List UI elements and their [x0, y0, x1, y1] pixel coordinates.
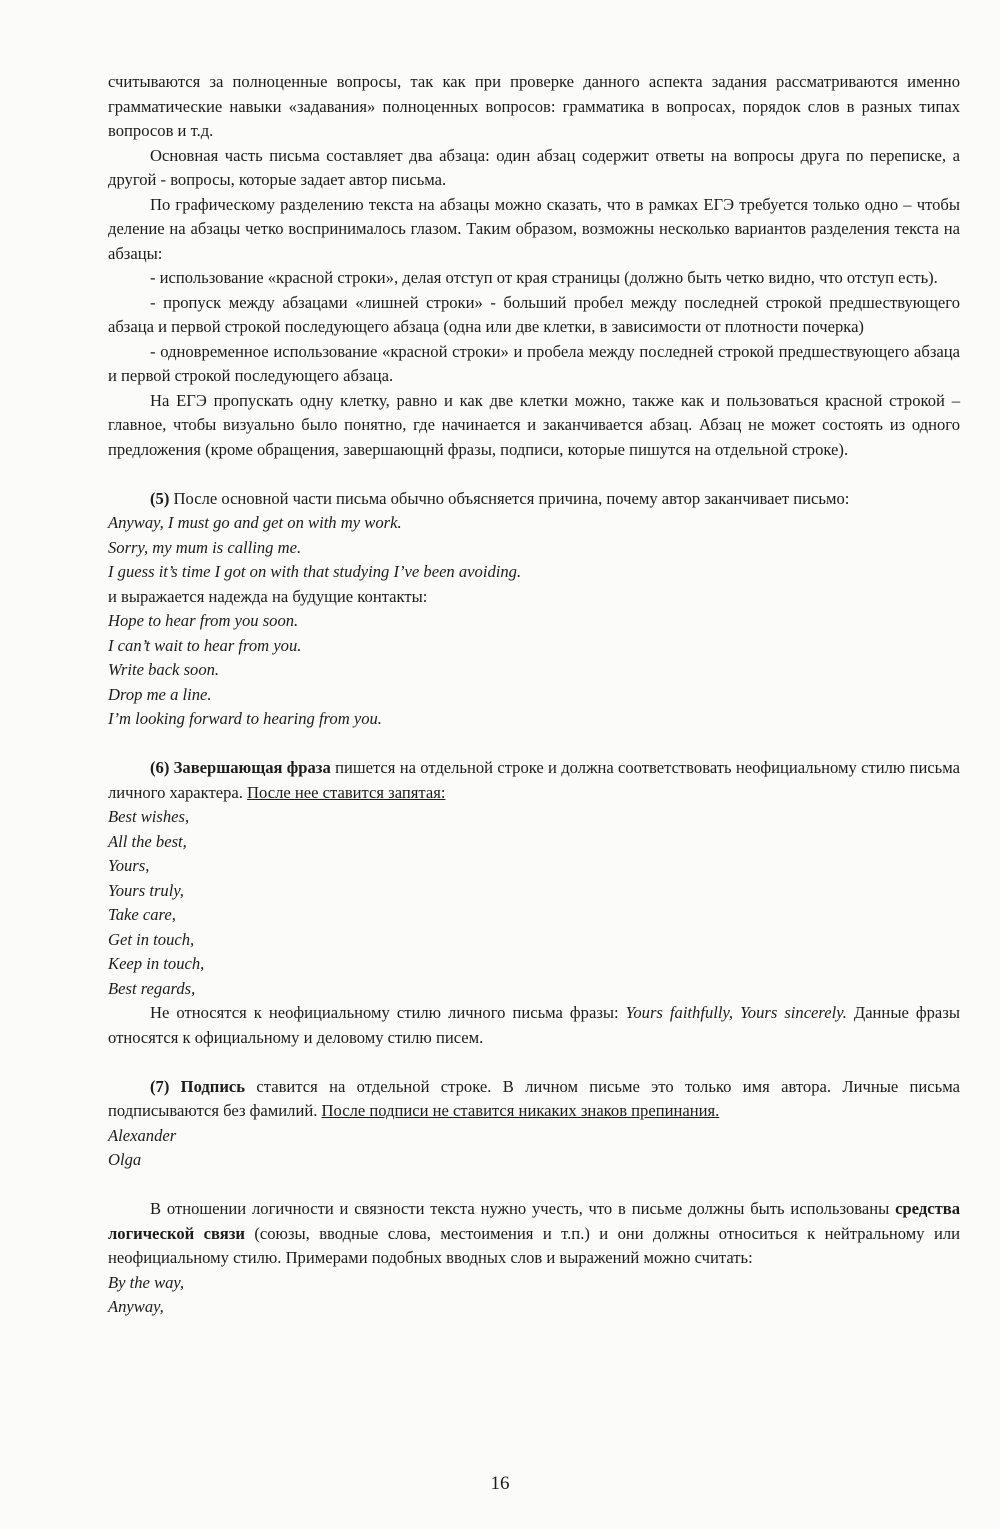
paragraph-paragraph-division: По графическому разделению текста на абзацы можно сказать, что в рамках ЕГЭ требуется только одно – чтобы деление на абзацы четко воспринималось глазом. Таким образом, возможны несколько вариантов разделения текста на абзацы: [108, 194, 960, 263]
closing-phrase: Yours, [108, 856, 150, 875]
spacer [108, 462, 960, 487]
section-6-intro [108, 756, 960, 805]
example-hope: Write back soon. [108, 660, 220, 679]
spacer [108, 1050, 960, 1075]
closing-phrase: Best wishes, [108, 807, 190, 826]
closing-phrase: Best regards, [108, 978, 196, 998]
section-7-title: (7) Подпись [150, 1076, 246, 1096]
paragraph-main-part: Основная часть письма составляет два абзаца: один абзац содержит ответы на вопросы друга по переписке, а другой - вопросы, которые задает автор письма. [108, 145, 960, 189]
paragraph-ege-rules: На ЕГЭ пропускать одну клетку, равно и как две клетки можно, также как и пользоваться красной строкой – главное, чтобы визуально было понятно, где начинается и заканчивается абзац. Абзац не может состоять из одного предложения (кроме обращения, завершающнй фразы, подписи, которые пишутся на отдельной строке). [108, 390, 960, 459]
example-hope: Hope to hear from you soon. [108, 611, 299, 630]
section-5-intro [108, 487, 960, 512]
section-6-text: пишется на отдельной строке и должна соответствовать неофициальному стилю письма личного характера. [108, 758, 961, 802]
section-5-intro-text: После основной части письма обычно объясняется причина, почему автор заканчивает письмо: [169, 488, 850, 508]
signature-example: Alexander [108, 1125, 177, 1145]
example-hope: Drop me a line. [108, 684, 212, 704]
section-6-title: (6) Завершающая фраза [150, 758, 331, 777]
not-informal-text-2: Данные фразы относятся к официальному и деловому стилю писем. [108, 1003, 960, 1047]
example-reason: Anyway, I must go and get on with my work. [108, 513, 402, 532]
example-reason: I guess it’s time I got on with that studying I’ve been avoiding. [108, 562, 522, 581]
list-item-combined: - одновременное использование «красной строки» и пробела между последней строкой предшествующего абзаца и первой строкой последующего абзаца. [108, 341, 960, 385]
closing-phrase: Get in touch, [108, 929, 195, 949]
closing-phrase: Take care, [108, 905, 176, 924]
example-hope: I’m looking forward to hearing from you. [108, 709, 382, 728]
signature-example: Olga [108, 1150, 142, 1169]
section-6-not-informal [108, 1001, 960, 1050]
page-number: 16 [490, 1473, 510, 1494]
example-hope: I can’t wait to hear from you. [108, 635, 302, 655]
closing-phrase: Keep in touch, [108, 954, 205, 973]
spacer [108, 732, 960, 757]
section-6-underlined: После нее ставится запятая: [247, 782, 446, 802]
spacer [108, 1173, 960, 1198]
section-5-hope-intro: и выражается надежда на будущие контакты: [108, 586, 428, 606]
linking-word-example: Anyway, [108, 1297, 164, 1316]
not-informal-text: Не относятся к неофициальному стилю личного письма фразы: [150, 1003, 626, 1022]
paragraph-questions-note: считываются за полноценные вопросы, так как при проверке данного аспекта задания рассматриваются именно грамматические навыки «задавания» полноценных вопросов: грамматика в вопросах, порядок слов в разных типах вопросов и т.д. [108, 72, 960, 140]
logic-text-1: В отношении логичности и связности текста нужно учесть, что в письме должны быть использованы [150, 1199, 896, 1218]
closing-phrase: All the best, [108, 831, 187, 851]
not-informal-phrases: Yours faithfully, Yours sincerely. [625, 1003, 847, 1022]
section-7-underlined: После подписи не ставится никаких знаков препинания. [321, 1101, 720, 1120]
logic-bold-term: средства логической связи [108, 1199, 960, 1243]
section-5-number: (5) [150, 488, 170, 508]
section-logic-intro [108, 1197, 960, 1271]
logic-text-2: (союзы, вводные слова, местоимения и т.п.) и они должны относиться к нейтральному или неофициальному стилю. Примерами подобных вводных слов и выражений можно считать: [108, 1223, 960, 1267]
list-item-red-line: - использование «красной строки», делая отступ от края страницы (должно быть четко видно, что отступ есть). [150, 268, 938, 287]
linking-word-example: By the way, [108, 1272, 185, 1292]
page-content [108, 70, 960, 1320]
section-7-intro [108, 1075, 960, 1124]
example-reason: Sorry, my mum is calling me. [108, 537, 302, 557]
list-item-extra-line: - пропуск между абзацами «лишней строки» - больший пробел между последней строкой предшествующего абзаца и первой строкой последующего абзаца (одна или две клетки, в зависимости от плотности почерка) [108, 292, 960, 336]
section-7-text: ставится на отдельной строке. В личном письме это только имя автора. Личные письма подписываются без фамилий. [108, 1076, 960, 1120]
closing-phrase: Yours truly, [108, 880, 184, 900]
